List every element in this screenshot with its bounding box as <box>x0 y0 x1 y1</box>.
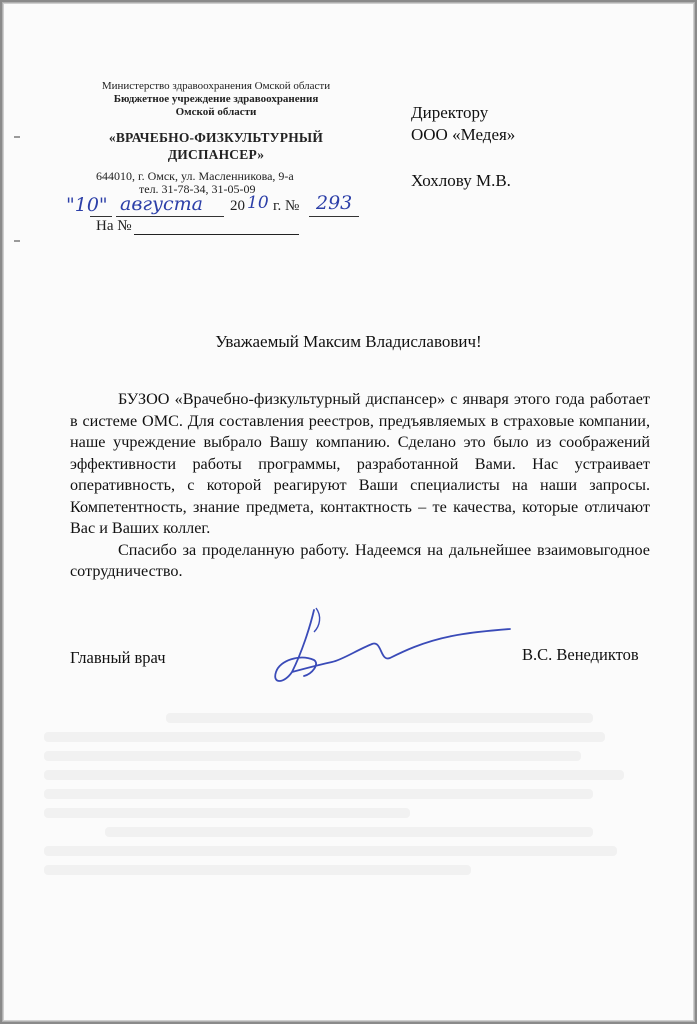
month-underline <box>116 216 224 217</box>
year-prefix: 20 <box>230 198 245 214</box>
reference-line <box>96 218 299 235</box>
recipient-block <box>411 102 515 192</box>
year-suffix: 10 <box>247 193 269 213</box>
sender-address: 644010, г. Омск, ул. Масленникова, 9-а <box>96 169 294 183</box>
paragraph-2: Спасибо за проделанную работу. Надеемся на дальнейшее взаимовыгодное сотрудничество. <box>70 540 650 580</box>
reference-blank <box>134 220 299 235</box>
paragraph-1: БУЗОО «Врачебно-физкультурный диспансер» с января этого года работает в системе ОМС. Для составления реестров, предъявляемых в страховые компании, наше учреждение выбрало Вашу компанию. Сделано это было из соображений эффективности работы программы, разработанной Вами. Нас устраивает оперативность, с которой реагируют Ваши специалисты на наши запросы. Компетентность, знание предмета, контактность – те качества, которые отличают Вас и Ваших коллег. <box>70 390 650 537</box>
recipient-person: Хохлову М.В. <box>411 171 511 190</box>
date-month: августа <box>120 193 203 215</box>
organization-line: Бюджетное учреждение здравоохранения <box>113 93 319 105</box>
number-underline <box>309 216 359 217</box>
greeting: Уважаемый Максим Владиславович! <box>215 332 482 351</box>
punch-mark <box>14 240 20 242</box>
ministry-line: Министерство здравоохранения Омской области <box>101 80 331 92</box>
outgoing-number: 293 <box>316 192 353 214</box>
reference-label: На № <box>96 218 132 234</box>
faint-backside-print <box>44 704 654 984</box>
letter-page <box>3 3 694 1021</box>
day-underline <box>90 216 112 217</box>
year-number-label: г. № <box>273 198 300 214</box>
date-day: "10" <box>66 194 108 216</box>
institution-name: «ВРАЧЕБНО-ФИЗКУЛЬТУРНЫЙ <box>108 130 324 145</box>
organization-region: Омской области <box>175 106 257 118</box>
recipient-position: Директору <box>411 103 489 122</box>
sender-phone: тел. 31-78-34, 31-05-09 <box>139 182 256 196</box>
letter-body <box>70 389 650 583</box>
handwritten-signature <box>262 602 512 692</box>
recipient-company: ООО «Медея» <box>411 125 516 144</box>
signer-title: Главный врач <box>70 648 166 667</box>
sender-letterhead <box>66 80 366 163</box>
institution-name-cont: ДИСПАНСЕР» <box>167 147 265 162</box>
signer-name: В.С. Венедиктов <box>522 645 639 664</box>
punch-mark <box>14 136 20 138</box>
